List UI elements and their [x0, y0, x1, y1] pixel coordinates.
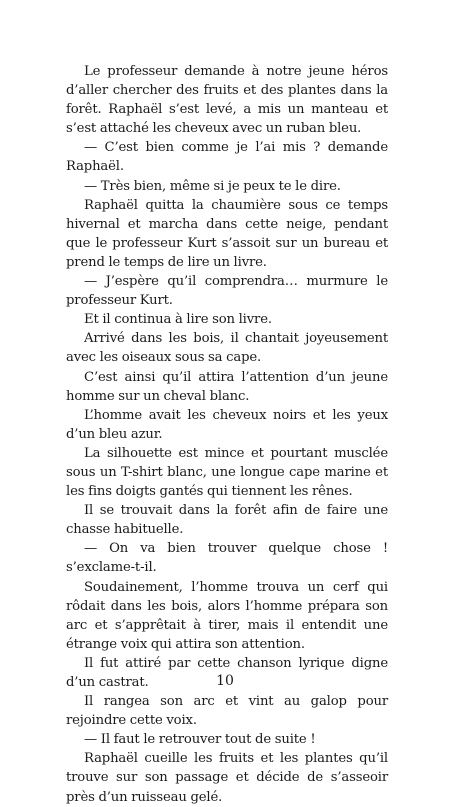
paragraph-17: Raphaël cueille les fruits et les plantes qu’il trouve sur son passage et décide de s’asseoir près d’un ruisseau gelé.	[66, 751, 388, 805]
paragraph-15: Il rangea son arc et vint au galop pour rejoindre cette voix.	[66, 694, 388, 729]
paragraph-2: — C’est bien comme je l’ai mis ? demande Raphaël.	[66, 140, 388, 175]
paragraph-1: Le professeur demande à notre jeune héros d’aller chercher des fruits et des plantes dans la forêt. Raphaël s’est levé, a mis un manteau et s’est attaché les cheveux avec un ruban bleu.	[66, 64, 388, 137]
paragraph-3: — Très bien, même si je peux te le dire.	[84, 178, 341, 194]
paragraph-16: — Il faut le retrouver tout de suite !	[84, 732, 316, 748]
paragraph-12: — On va bien trouver quelque chose ! s’exclame-t-il.	[66, 541, 388, 576]
page-number: 10	[216, 673, 234, 689]
paragraph-6: Et il continua à lire son livre.	[84, 312, 272, 328]
paragraph-7: Arrivé dans les bois, il chantait joyeusement avec les oiseaux sous sa cape.	[66, 331, 388, 366]
paragraph-14: Il fut attiré par cette chanson lyrique digne d’un castrat.	[66, 655, 388, 690]
paragraph-13: Soudainement, l’homme trouva un cerf qui rôdait dans les bois, alors l’homme prépara son arc et s’apprêtait à tirer, mais il entendit une étrange voix qui attira son attention.	[66, 579, 388, 652]
paragraph-9: L’homme avait les cheveux noirs et les yeux d’un bleu azur.	[66, 407, 388, 442]
paragraph-8: C’est ainsi qu’il attira l’attention d’un jeune homme sur un cheval blanc.	[66, 369, 388, 404]
paragraph-11: Il se trouvait dans la forêt afin de faire une chasse habituelle.	[66, 503, 388, 538]
body-text	[66, 62, 388, 807]
paragraph-10: La silhouette est mince et pourtant musclée sous un T-shirt blanc, une longue cape marine et les fins doigts gantés qui tiennent les rênes.	[66, 445, 388, 500]
paragraph-5: — J’espère qu’il comprendra… murmure le professeur Kurt.	[66, 274, 388, 309]
paragraph-4: Raphaël quitta la chaumière sous ce temps hivernal et marcha dans cette neige, pendant que le professeur Kurt s’assoit sur un bureau et prend le temps de lire un livre.	[66, 197, 388, 270]
